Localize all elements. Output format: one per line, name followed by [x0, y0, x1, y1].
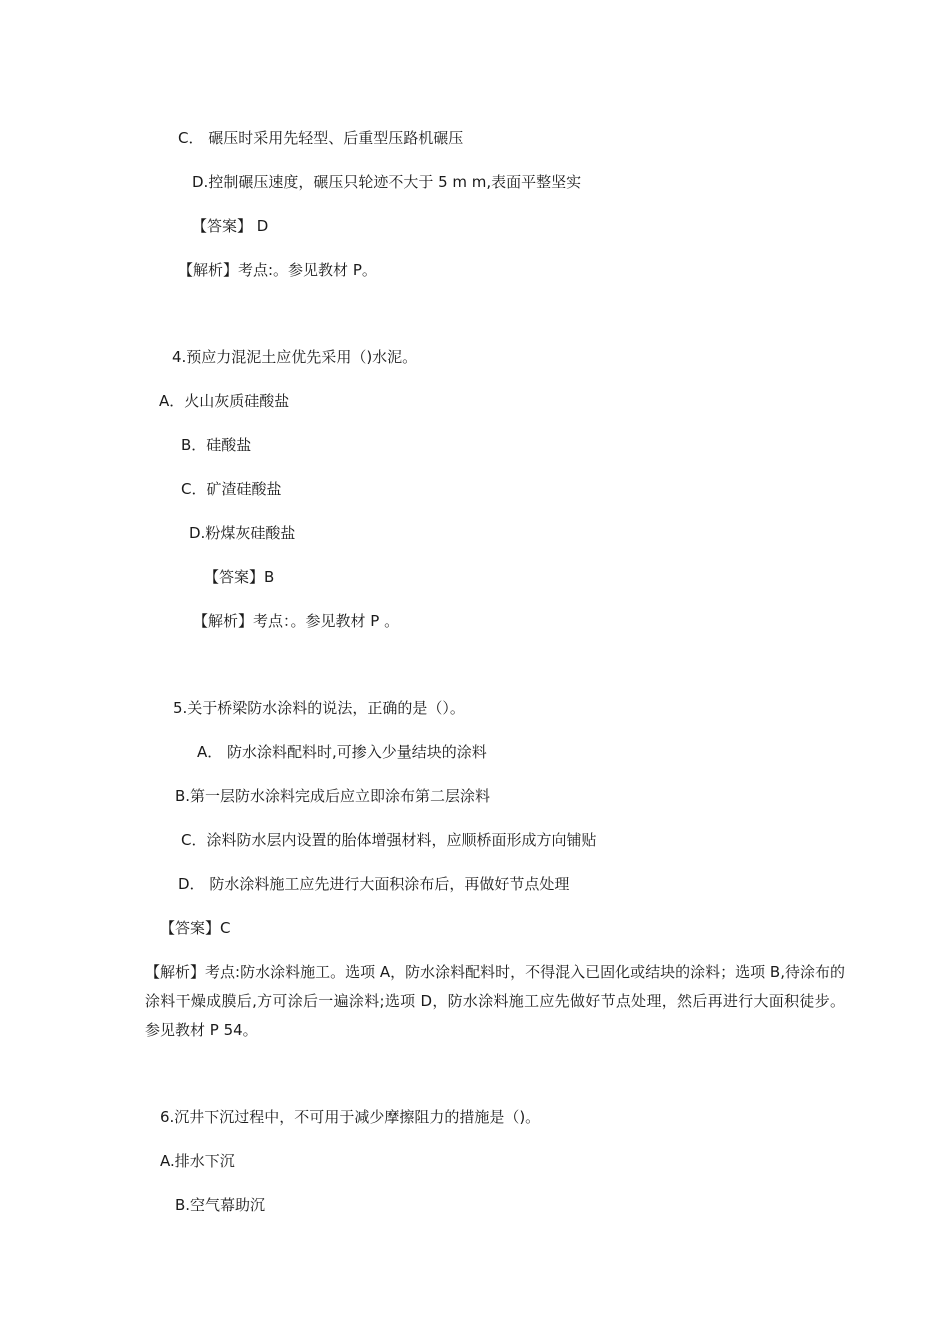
q4-analysis: 【解析】考点：。参见教材 P 。	[193, 612, 400, 630]
q5-answer: 【答案】C	[160, 919, 231, 937]
q3-answer: 【答案】 D	[192, 217, 269, 235]
q4-option-d: D.粉煤灰硅酸盐	[189, 524, 296, 542]
q6-option-b: B.空气幕助沉	[175, 1196, 266, 1214]
q6-question: 6.沉井下沉过程中，不可用于减少摩擦阻力的措施是（)。	[160, 1108, 541, 1126]
q5-option-c: C．涂料防水层内设置的胎体增强材料，应顺桥面形成方向铺贴	[181, 831, 597, 849]
q5-option-a: A． 防水涂料配料时,可掺入少量结块的涂料	[197, 743, 487, 761]
q3-option-d: D.控制碾压速度，碾压只轮迹不大于 5 m m,表面平整坚实	[192, 173, 582, 191]
q4-option-c: C．矿渣硅酸盐	[181, 480, 282, 498]
q6-option-a: A.排水下沉	[160, 1152, 235, 1170]
q4-answer: 【答案】B	[204, 568, 275, 586]
q5-question: 5.关于桥梁防水涂料的说法，正确的是（）。	[173, 699, 465, 717]
q4-question: 4.预应力混泥土应优先采用（)水泥。	[172, 348, 418, 366]
q4-option-b: B．硅酸盐	[181, 436, 252, 454]
q5-option-b: B.第一层防水涂料完成后应立即涂布第二层涂料	[175, 787, 491, 805]
q4-option-a: A．火山灰质硅酸盐	[159, 392, 290, 410]
q3-option-c: C． 碾压时采用先轻型、后重型压路机碾压	[178, 129, 464, 147]
q3-analysis: 【解析】考点:。参见教材 P。	[178, 261, 377, 279]
q5-option-d: D． 防水涂料施工应先进行大面积涂布后，再做好节点处理	[178, 875, 570, 893]
q5-analysis: 【解析】考点:防水涂料施工。选项 A，防水涂料配料时，不得混入已固化或结块的涂料；选项 B,待涂布的涂料干燥成膜后,方可涂后一遍涂料;选项 D，防水涂料施工应先做好节点处理，然后再进行大面积徒步。参见教材 P 54。	[145, 963, 845, 1039]
